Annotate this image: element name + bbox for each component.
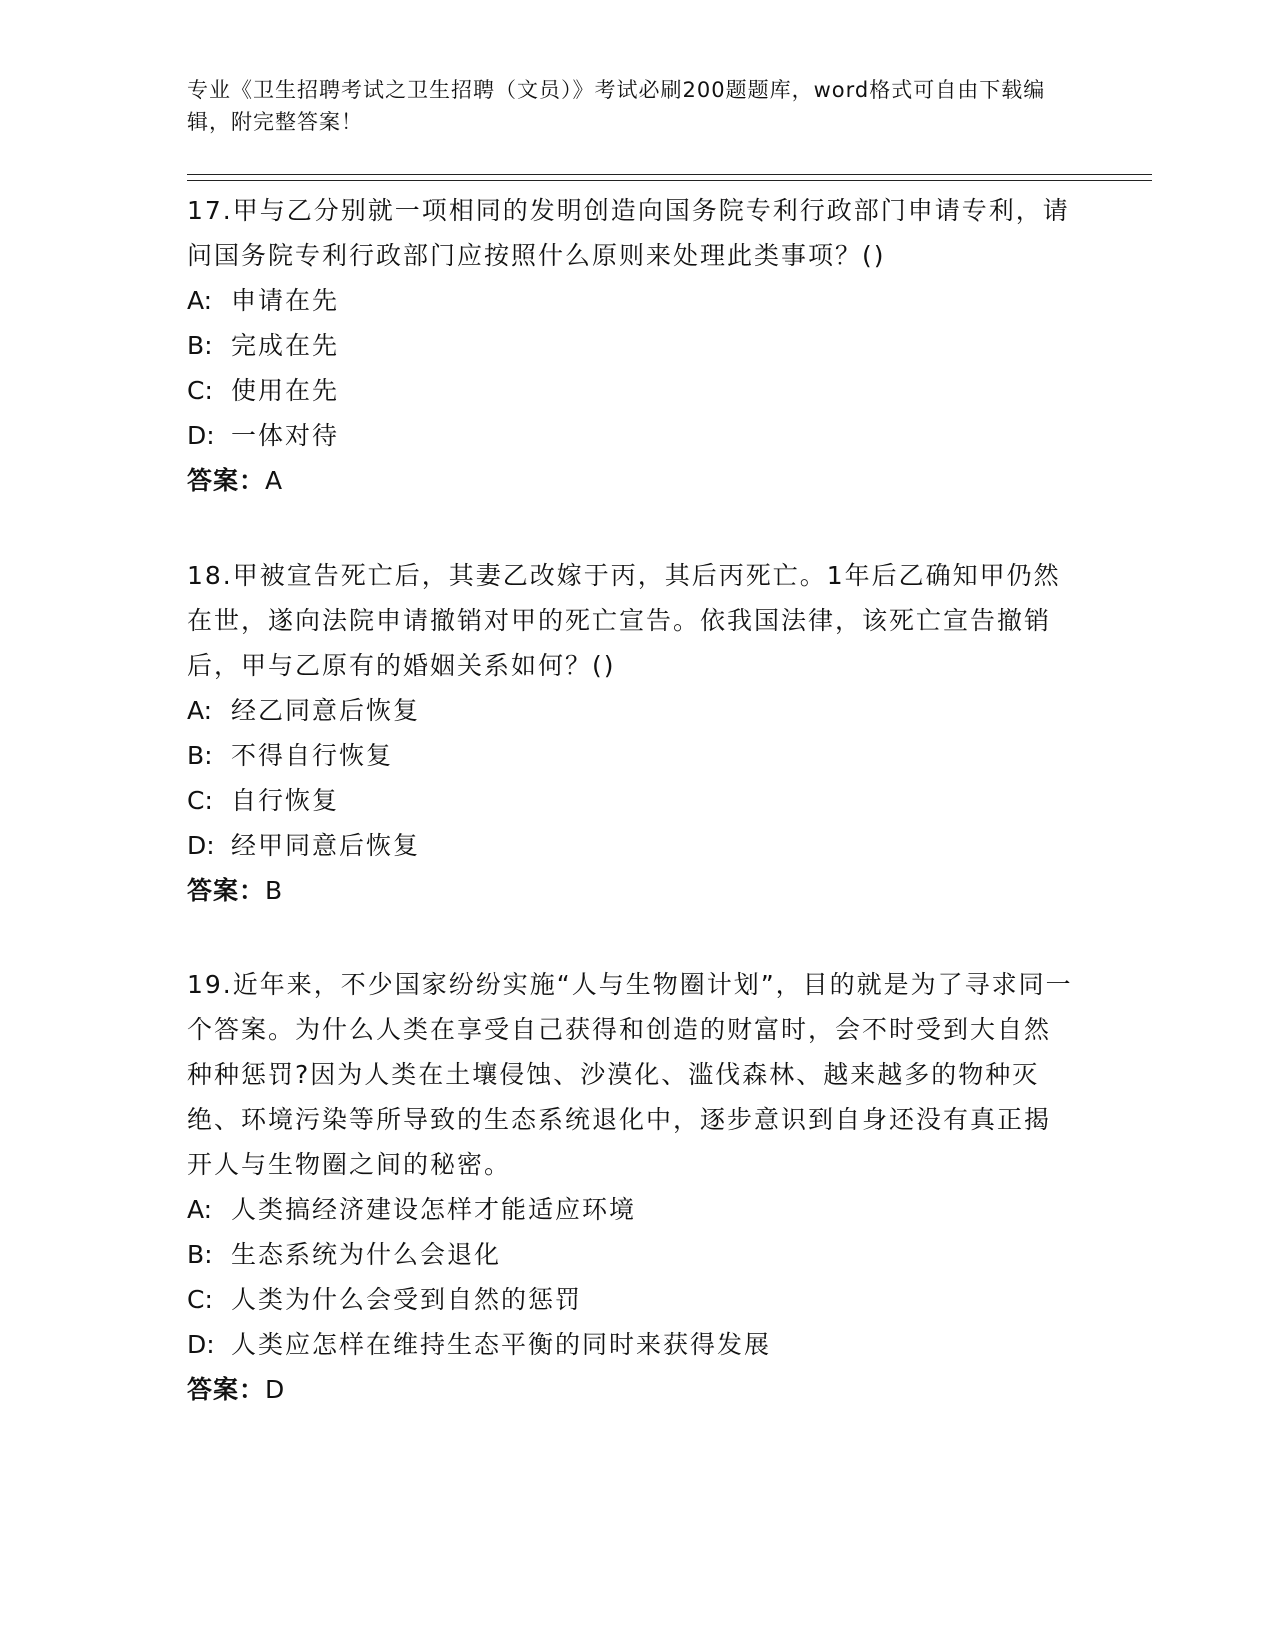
question-stem: 18.甲被宣告死亡后，其妻乙改嫁于丙，其后丙死亡。1年后乙确知甲仍然在世，遂向法院申请撤销对甲的死亡宣告。依我国法律，该死亡宣告撤销后，甲与乙原有的婚姻关系如何？() xyxy=(187,561,1061,680)
option-letter: D: xyxy=(187,421,215,450)
option-d xyxy=(187,413,1077,458)
option-text: 经乙同意后恢复 xyxy=(231,696,421,725)
option-text: 生态系统为什么会退化 xyxy=(231,1240,502,1269)
option-letter: B: xyxy=(187,741,213,770)
option-c xyxy=(187,368,1077,413)
option-c xyxy=(187,1277,1077,1322)
option-letter: B: xyxy=(187,331,213,360)
option-b xyxy=(187,733,1077,778)
header-divider-top xyxy=(187,174,1152,175)
option-b xyxy=(187,323,1077,368)
header-divider-bottom xyxy=(187,180,1152,181)
answer-line xyxy=(187,868,1077,913)
document-header: 专业《卫生招聘考试之卫生招聘（文员）》考试必刷200题题库，word格式可自由下载编辑，附完整答案！ xyxy=(187,78,1046,134)
option-letter: B: xyxy=(187,1240,213,1269)
answer-label: 答案： xyxy=(187,1375,266,1404)
option-d xyxy=(187,823,1077,868)
option-d xyxy=(187,1322,1077,1367)
answer-line xyxy=(187,458,1077,503)
answer-line xyxy=(187,1367,1077,1412)
answer-value: B xyxy=(265,876,284,905)
option-text: 经甲同意后恢复 xyxy=(231,831,421,860)
option-letter: D: xyxy=(187,831,215,860)
question-18 xyxy=(187,553,1077,913)
option-letter: C: xyxy=(187,786,213,815)
option-text: 不得自行恢复 xyxy=(231,741,394,770)
answer-value: A xyxy=(265,466,284,495)
answer-label: 答案： xyxy=(187,876,266,905)
option-text: 人类搞经济建设怎样才能适应环境 xyxy=(231,1195,637,1224)
option-text: 使用在先 xyxy=(231,376,340,405)
question-19 xyxy=(187,962,1077,1412)
option-letter: C: xyxy=(187,376,213,405)
option-a xyxy=(187,688,1077,733)
option-a xyxy=(187,1187,1077,1232)
option-text: 人类应怎样在维持生态平衡的同时来获得发展 xyxy=(231,1330,772,1359)
option-c xyxy=(187,778,1077,823)
question-stem: 17.甲与乙分别就一项相同的发明创造向国务院专利行政部门申请专利，请问国务院专利行政部门应按照什么原则来处理此类事项？() xyxy=(187,196,1070,270)
question-17 xyxy=(187,188,1077,503)
option-text: 一体对待 xyxy=(231,421,340,450)
option-text: 申请在先 xyxy=(231,286,340,315)
option-letter: D: xyxy=(187,1330,215,1359)
option-letter: C: xyxy=(187,1285,213,1314)
option-letter: A: xyxy=(187,1195,213,1224)
option-b xyxy=(187,1232,1077,1277)
option-text: 人类为什么会受到自然的惩罚 xyxy=(231,1285,583,1314)
option-letter: A: xyxy=(187,286,213,315)
option-a xyxy=(187,278,1077,323)
option-text: 完成在先 xyxy=(231,331,340,360)
answer-label: 答案： xyxy=(187,466,266,495)
question-stem: 19.近年来，不少国家纷纷实施“人与生物圈计划”，目的就是为了寻求同一个答案。为什么人类在享受自己获得和创造的财富时，会不时受到大自然种种惩罚?因为人类在土壤侵蚀、沙漠化、滥伐森林、越来越多的物种灭绝、环境污染等所导致的生态系统退化中，逐步意识到自身还没有真正揭开人与生物圈之间的秘密。 xyxy=(187,970,1073,1179)
answer-value: D xyxy=(265,1375,286,1404)
option-letter: A: xyxy=(187,696,213,725)
option-text: 自行恢复 xyxy=(231,786,340,815)
